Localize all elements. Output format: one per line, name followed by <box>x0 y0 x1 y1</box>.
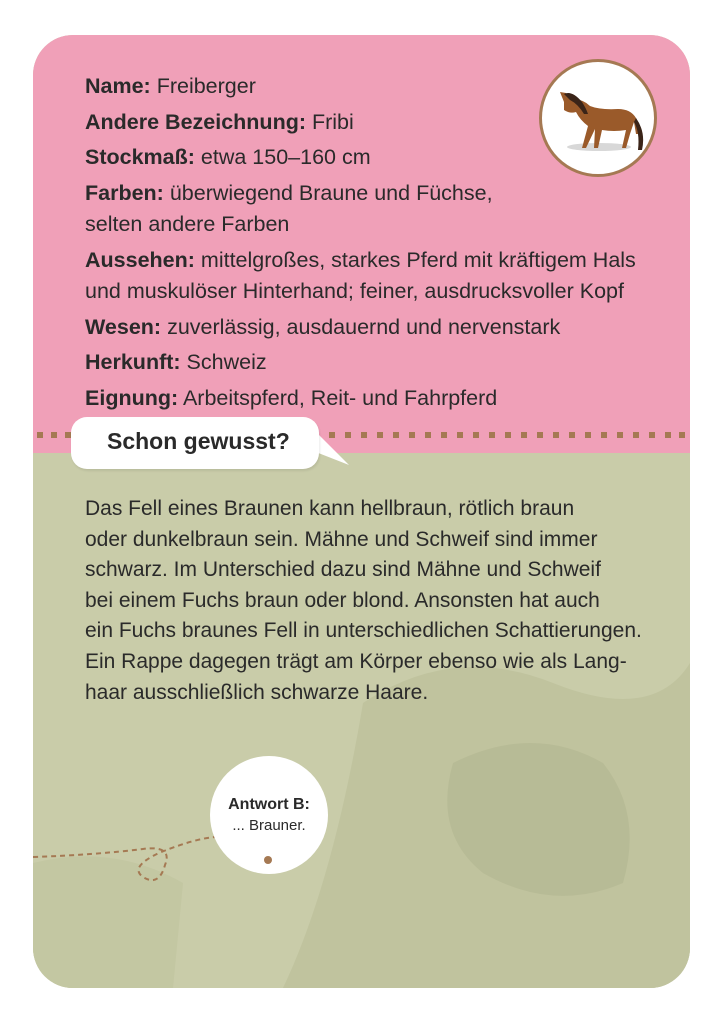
answer-title: Antwort B: <box>228 796 310 813</box>
fact-paragraph: Das Fell eines Braunen kann hellbraun, rötlich braun oder dunkelbraun sein. Mähne und Schweif sind immer schwarz. Im Unterschied dazu sind Mähne und Schweif bei einem Fuchs braun oder blond. Ansonsten hat auch ein Fuchs braunes Fell in unterschiedlichen Schattierungen. Ein Rappe dagegen trägt am Körper ebenso wie als Lang- haar ausschließlich schwarze Haare. <box>85 497 642 704</box>
speech-bubble <box>71 417 319 469</box>
horse-badge <box>539 59 657 177</box>
fact-alias: Andere Bezeichnung: Fribi <box>85 109 354 134</box>
bubble-title: Schon gewusst? <box>107 428 290 454</box>
fact-temperament: Wesen: zuverlässig, ausdauernd und nervenstark <box>85 314 561 339</box>
fact-name: Name: Freiberger <box>85 74 256 98</box>
horse-card <box>33 35 690 988</box>
fact-origin: Herkunft: Schweiz <box>85 350 267 374</box>
fact-use: Eignung: Arbeitspferd, Reit- und Fahrpferd <box>85 385 498 410</box>
answer-text: ... Brauner. <box>232 817 306 834</box>
horse-icon <box>542 62 654 174</box>
answer-dot-icon <box>210 846 328 876</box>
answer-badge <box>210 756 328 874</box>
fact-colors: Farben: überwiegend Braune und Füchse, selten andere Farben <box>85 180 493 236</box>
fact-appearance: Aussehen: mittelgroßes, starkes Pferd mit kräftigem Hals und muskulöser Hinterhand; feiner, ausdrucksvoller Kopf <box>85 247 636 303</box>
fact-height: Stockmaß: etwa 150–160 cm <box>85 145 371 169</box>
